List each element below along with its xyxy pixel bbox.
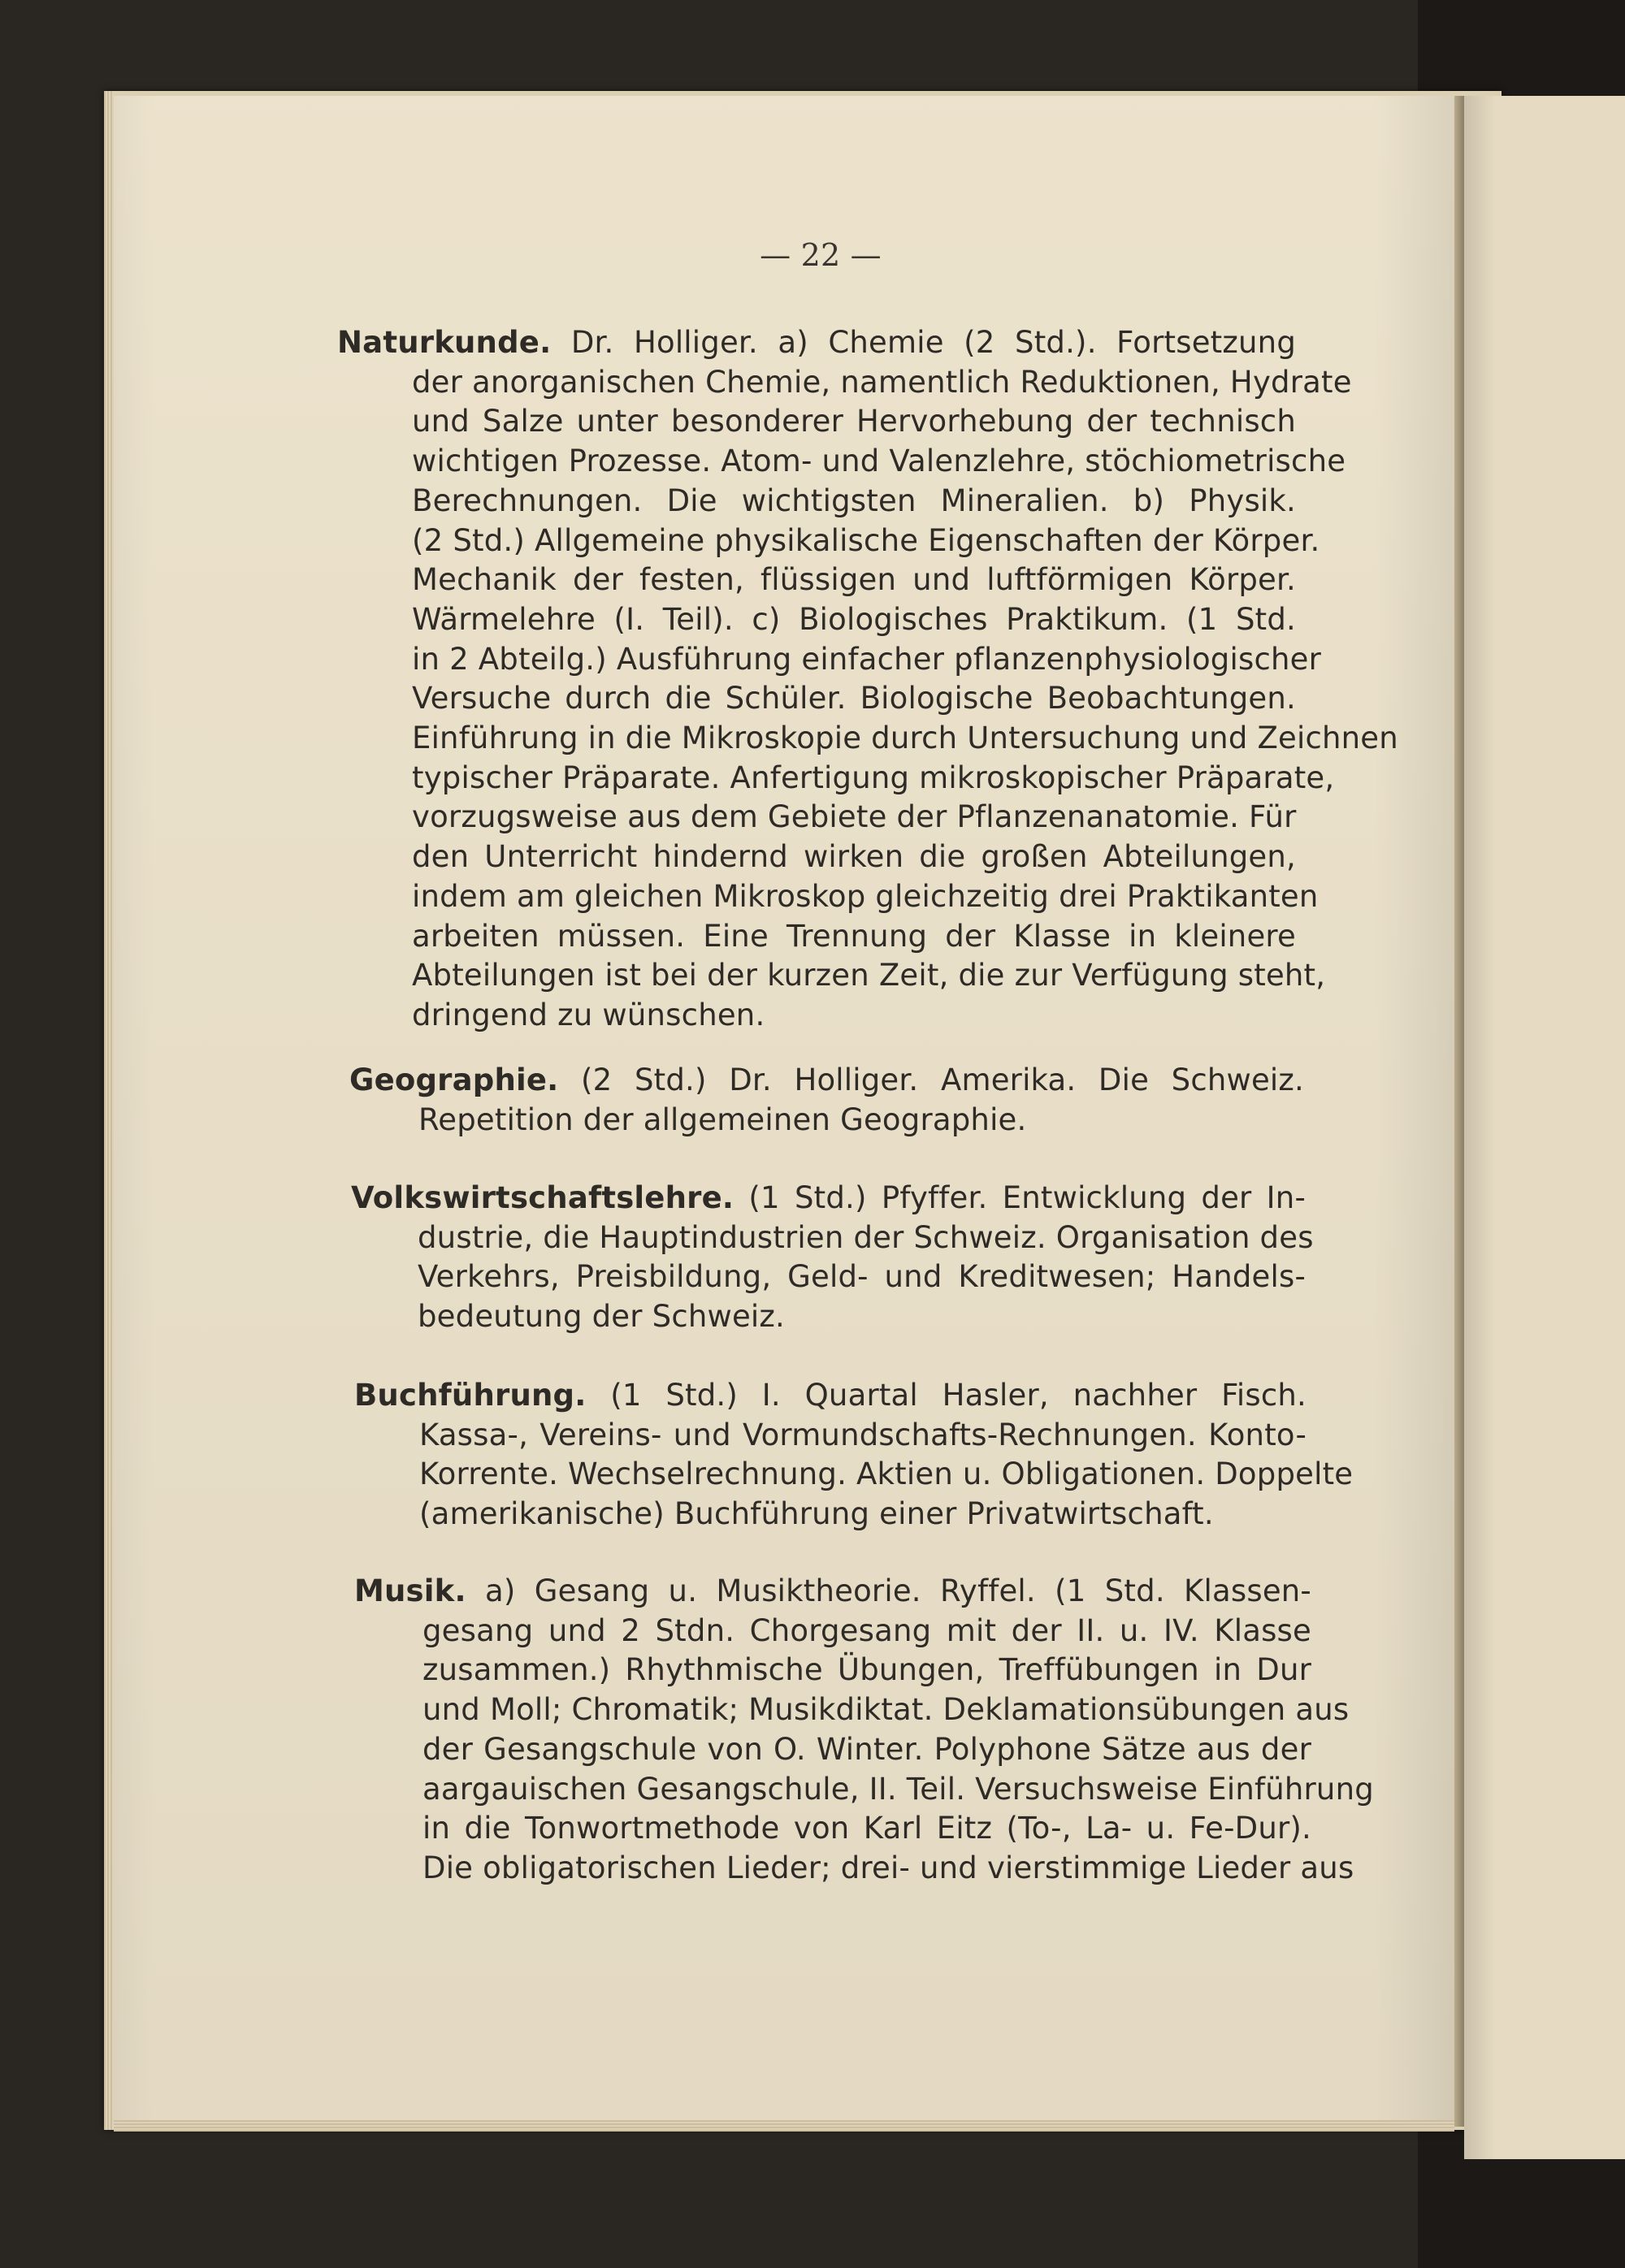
section-heading: Geographie. bbox=[349, 1063, 559, 1097]
text-line: Abteilungen ist bei der kurzen Zeit, die zur Verfügung steht, bbox=[412, 958, 1326, 993]
text-line: gesang und 2 Stdn. Chorgesang mit der II. u. IV. Klasse bbox=[422, 1612, 1311, 1648]
text-line: der anorganischen Chemie, namentlich Reduktionen, Hydrate bbox=[412, 364, 1352, 400]
text-line: der Gesangschule von O. Winter. Polyphone Sätze aus der bbox=[422, 1731, 1311, 1767]
text-line: Berechnungen. Die wichtigsten Mineralien. b) Physik. bbox=[412, 483, 1296, 518]
section-musik bbox=[354, 1572, 1374, 1889]
section-volkswirtschaftslehre bbox=[351, 1179, 1314, 1337]
text-line: und Salze unter besonderer Hervorhebung der technisch bbox=[412, 404, 1296, 439]
text-line: Verkehrs, Preisbildung, Geld- und Kreditwesen; Handels- bbox=[418, 1259, 1306, 1295]
text-line: Versuche durch die Schüler. Biologische Beobachtungen. bbox=[412, 681, 1296, 716]
text-line: zusammen.) Rhythmische Übungen, Treffübungen in Dur bbox=[422, 1652, 1311, 1688]
text-line: Wärmelehre (I. Teil). c) Biologisches Praktikum. (1 Std. bbox=[412, 601, 1296, 637]
section-heading: Volkswirtschaftslehre. bbox=[351, 1180, 734, 1215]
text-line: wichtigen Prozesse. Atom- und Valenzlehre, stöchiometrische bbox=[412, 444, 1346, 479]
text-line: typischer Präparate. Anfertigung mikroskopischer Präparate, bbox=[412, 760, 1335, 795]
text-line: Einführung in die Mikroskopie durch Untersuchung und Zeichnen bbox=[412, 721, 1398, 756]
text-line: Korrente. Wechselrechnung. Aktien u. Obligationen. Doppelte bbox=[419, 1456, 1354, 1492]
text-line: indem am gleichen Mikroskop gleichzeitig drei Praktikanten bbox=[412, 878, 1319, 914]
text-line: (2 Std.) Allgemeine physikalische Eigenschaften der Körper. bbox=[412, 522, 1320, 558]
text-line: in die Tonwortmethode von Karl Eitz (To-, La- u. Fe-Dur). bbox=[422, 1811, 1311, 1846]
text-line: aargauischen Gesangschule, II. Teil. Versuchsweise Einführung bbox=[422, 1771, 1374, 1807]
text-line: und Moll; Chromatik; Musikdiktat. Deklamationsübungen aus bbox=[422, 1692, 1350, 1728]
text-line: (1 Std.) Pfyffer. Entwicklung der In- bbox=[748, 1180, 1306, 1215]
text-line: bedeutung der Schweiz. bbox=[418, 1299, 785, 1335]
text-line: in 2 Abteilg.) Ausführung einfacher pflanzenphysiologischer bbox=[412, 641, 1322, 677]
section-first-line bbox=[337, 323, 1296, 363]
section-heading: Musik. bbox=[354, 1573, 466, 1608]
section-first-line bbox=[349, 1061, 1304, 1101]
text-line: den Unterricht hindernd wirken die großen Abteilungen, bbox=[412, 839, 1296, 875]
text-line: (2 Std.) Dr. Holliger. Amerika. Die Schweiz. bbox=[581, 1063, 1304, 1097]
text-line: Mechanik der festen, flüssigen und luftförmigen Körper. bbox=[412, 562, 1296, 598]
section-geographie bbox=[349, 1061, 1304, 1140]
text-line: (amerikanische) Buchführung einer Privatwirtschaft. bbox=[419, 1496, 1214, 1532]
text-line: (1 Std.) I. Quartal Hasler, nachher Fisch. bbox=[610, 1378, 1306, 1413]
text-line: Repetition der allgemeinen Geographie. bbox=[418, 1102, 1027, 1137]
section-first-line bbox=[354, 1376, 1306, 1416]
text-line: Die obligatorischen Lieder; drei- und vierstimmige Lieder aus bbox=[422, 1850, 1354, 1885]
section-buchfuehrung bbox=[354, 1376, 1354, 1534]
text-line: Dr. Holliger. a) Chemie (2 Std.). Fortsetzung bbox=[570, 325, 1297, 360]
section-first-line bbox=[354, 1572, 1311, 1612]
section-first-line bbox=[351, 1179, 1306, 1218]
text-line: a) Gesang u. Musiktheorie. Ryffel. (1 Std. Klassen- bbox=[485, 1573, 1311, 1608]
text-line: vorzugsweise aus dem Gebiete der Pflanzenanatomie. Für bbox=[412, 799, 1297, 835]
section-naturkunde bbox=[337, 323, 1398, 1036]
text-line: arbeiten müssen. Eine Trennung der Klasse in kleinere bbox=[412, 918, 1296, 954]
page-number: — 22 — bbox=[760, 237, 882, 273]
text-line: dustrie, die Hauptindustrien der Schweiz. Organisation des bbox=[418, 1219, 1314, 1255]
text-line: Kassa-, Vereins- und Vormundschafts-Rechnungen. Konto- bbox=[419, 1417, 1306, 1452]
section-heading: Naturkunde. bbox=[337, 325, 552, 360]
text-line: dringend zu wünschen. bbox=[412, 997, 765, 1032]
section-heading: Buchführung. bbox=[354, 1378, 587, 1413]
